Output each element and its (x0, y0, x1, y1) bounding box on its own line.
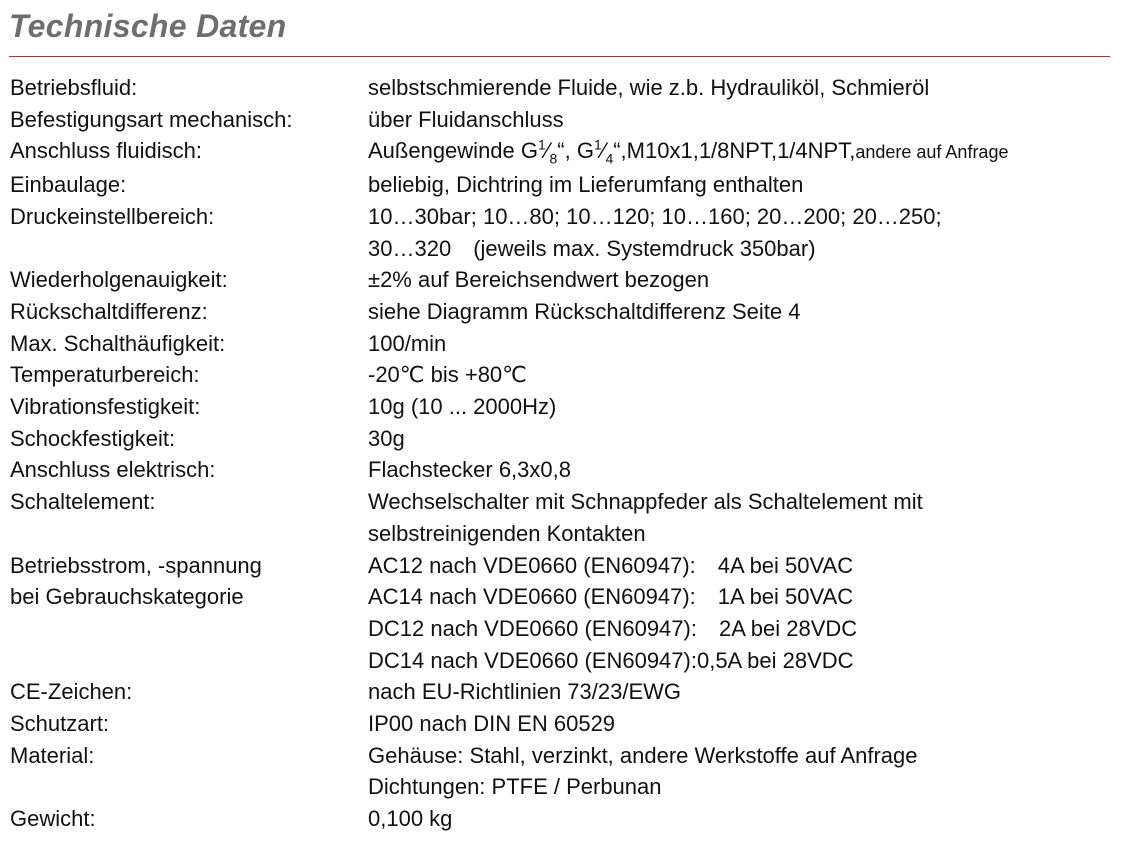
value-line: selbstreinigenden Kontakten (368, 520, 646, 546)
rating-line (368, 550, 1120, 582)
spec-row-rueckschaltdifferenz (10, 296, 1120, 328)
spec-row-schaltelement (10, 486, 1120, 549)
spec-value: siehe Diagramm Rückschaltdifferenz Seite 4 (368, 298, 801, 324)
spec-row-schalthaeufigkeit (10, 328, 1120, 360)
spec-label: CE-Zeichen: (10, 679, 133, 705)
spec-label: Anschluss fluidisch: (10, 138, 202, 164)
spec-value: über Fluidanschluss (368, 106, 564, 132)
title-divider (9, 56, 1110, 57)
value-line: 10…30bar; 10…80; 10…120; 10…160; 20…200; 20…250; (368, 203, 942, 229)
value-note: (jeweils max. Systemdruck 350bar) (473, 235, 816, 261)
spec-value: beliebig, Dichtring im Lieferumfang enthalten (368, 172, 804, 198)
spec-value (368, 740, 1120, 803)
rating-norm: AC14 nach VDE0660 (EN60947): (368, 584, 696, 610)
spec-value: 10g (10 ... 2000Hz) (368, 394, 557, 420)
spec-value: IP00 nach DIN EN 60529 (368, 711, 616, 737)
spec-label: Temperaturbereich: (10, 362, 200, 388)
spec-row-vibrationsfestigkeit (10, 391, 1120, 423)
spec-row-anschluss-fluidisch (10, 135, 1120, 169)
rating-value: 1A bei 50VAC (717, 584, 854, 610)
spec-label (10, 550, 368, 613)
value-range: 30…320 (368, 235, 452, 261)
rating-value: 0,5A bei 28VDC (696, 647, 854, 673)
spec-row-schockfestigkeit (10, 423, 1120, 455)
spec-row-druckeinstellbereich (10, 201, 1120, 264)
spec-label: Material: (10, 742, 95, 768)
spec-label: Anschluss elektrisch: (10, 457, 216, 483)
thread-fraction-1-8: $^1⁄_8$ (538, 137, 558, 167)
rating-line (368, 613, 1120, 645)
spec-row-ce-zeichen (10, 676, 1120, 708)
spec-label: Vibrationsfestigkeit: (10, 394, 201, 420)
spec-value: ±2% auf Bereichsendwert bezogen (368, 267, 710, 293)
spec-value: selbstschmierende Fluide, wie z.b. Hydrauliköl, Schmieröl (368, 75, 930, 100)
spec-label: Einbaulage: (10, 172, 127, 198)
spec-label: Schockfestigkeit: (10, 425, 176, 451)
spec-table (10, 72, 1120, 835)
value-line: Wechselschalter mit Schnappfeder als Schaltelement mit (368, 489, 923, 515)
spec-row-material (10, 740, 1120, 803)
spec-row-temperaturbereich (10, 359, 1120, 391)
label-line: bei Gebrauchskategorie (10, 584, 244, 610)
value-note: andere auf Anfrage (855, 142, 1009, 163)
spec-value (368, 486, 1120, 549)
rating-value: 4A bei 50VAC (717, 552, 854, 578)
spec-label: Schutzart: (10, 711, 110, 737)
rating-norm: AC12 nach VDE0660 (EN60947): (368, 552, 696, 578)
rating-value: 2A bei 28VDC (718, 615, 858, 641)
rating-line (368, 581, 1120, 613)
value-separator: “, G (557, 138, 594, 164)
spec-value: nach EU-Richtlinien 73/23/EWG (368, 679, 682, 705)
spec-value (368, 550, 1120, 677)
spec-value: -20℃ bis +80℃ (368, 362, 527, 388)
rating-line (368, 645, 1120, 677)
spec-value: Flachstecker 6,3x0,8 (368, 457, 571, 483)
spec-row-betriebsstrom (10, 550, 1120, 677)
spec-row-betriebsfluid (10, 72, 1120, 104)
value-rest: “,M10x1,1/8NPT,1/4NPT, (613, 138, 856, 164)
value-prefix: Außengewinde G (368, 138, 538, 164)
spec-value: 100/min (368, 330, 447, 356)
spec-label: Betriebsfluid: (10, 75, 138, 100)
spec-label: Schaltelement: (10, 489, 156, 515)
spec-row-schutzart (10, 708, 1120, 740)
spec-value (368, 135, 1120, 169)
spec-row-einbaulage (10, 169, 1120, 201)
thread-fraction-1-4: $^1⁄_4$ (593, 137, 614, 167)
rating-norm: DC14 nach VDE0660 (EN60947): (368, 647, 697, 673)
spec-label: Befestigungsart mechanisch: (10, 106, 293, 132)
spec-row-anschluss-elektrisch (10, 454, 1120, 486)
spec-label: Gewicht: (10, 806, 96, 832)
spec-row-gewicht (10, 803, 1120, 835)
spec-label: Max. Schalthäufigkeit: (10, 330, 226, 356)
spec-row-wiederholgenauigkeit (10, 264, 1120, 296)
spec-label: Rückschaltdifferenz: (10, 298, 208, 324)
spec-value: 30g (368, 425, 405, 451)
label-line: Betriebsstrom, -spannung (10, 552, 262, 578)
spec-value (368, 201, 1120, 264)
spec-value: 0,100 kg (368, 806, 453, 832)
spec-label: Wiederholgenauigkeit: (10, 267, 228, 293)
value-line: Gehäuse: Stahl, verzinkt, andere Werkstoffe auf Anfrage (368, 742, 918, 768)
page-title: Technische Daten (9, 8, 287, 44)
rating-norm: DC12 nach VDE0660 (EN60947): (368, 615, 697, 641)
spec-row-befestigungsart (10, 104, 1120, 136)
value-line (368, 233, 1120, 265)
value-line: Dichtungen: PTFE / Perbunan (368, 774, 662, 800)
spec-label: Druckeinstellbereich: (10, 203, 215, 229)
